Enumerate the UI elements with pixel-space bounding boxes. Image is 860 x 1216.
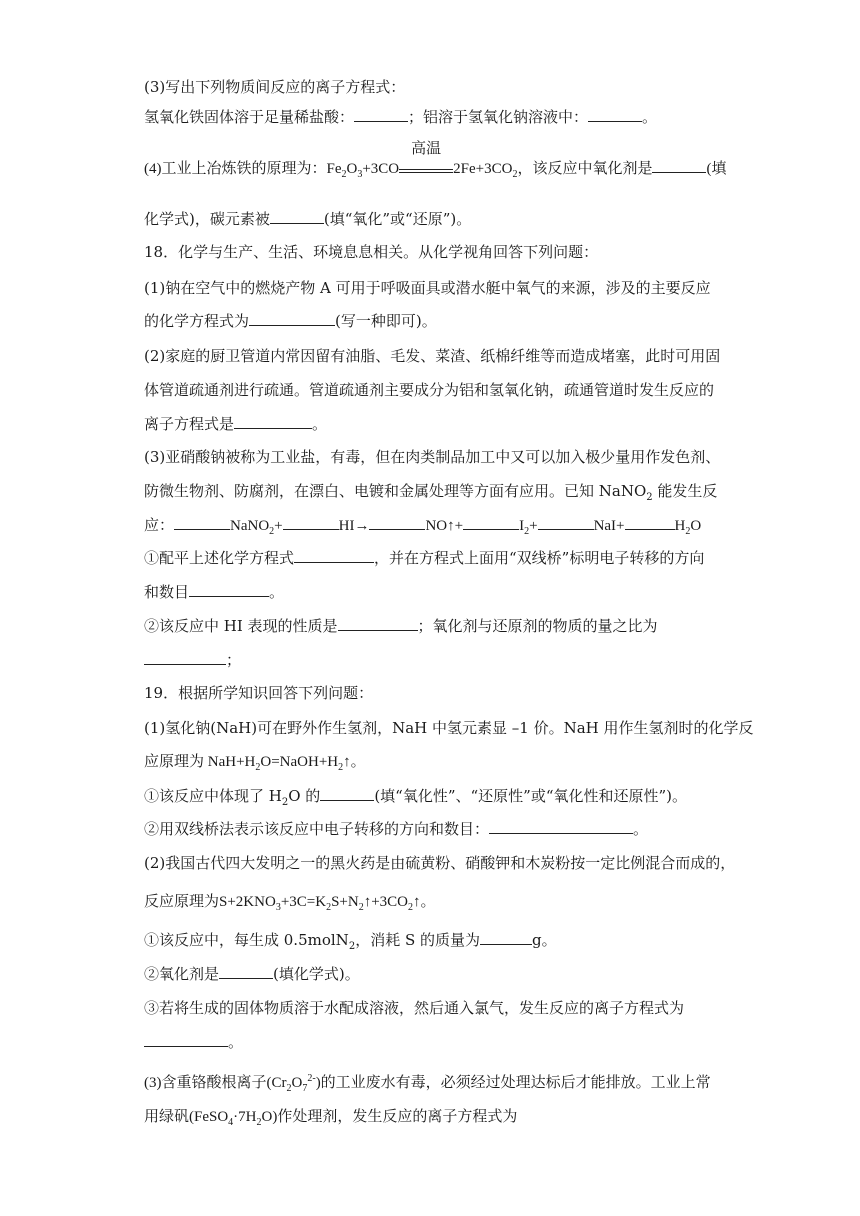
- answer-blank[interactable]: [480, 930, 532, 945]
- q17-4-text-cont: 化学式)，碳元素被 (填“氧化”或“还原”)。: [144, 210, 472, 228]
- answer-blank[interactable]: [249, 311, 335, 326]
- q19-2-sub2: ②氧化剂是 (填化学式)。: [144, 965, 360, 983]
- q18-3-sub2-cont: ；: [144, 650, 241, 670]
- answer-blank[interactable]: [189, 582, 269, 597]
- coefficient-blank[interactable]: [463, 515, 519, 530]
- q18-heading: 18．化学与生产、生活、环境息息相关。从化学视角回答下列问题：: [144, 243, 599, 261]
- q18-1-text-cont: 的化学方程式为 (写一种即可)。: [144, 312, 437, 330]
- q17-3-text: 氢氧化铁固体溶于足量稀盐酸： ；铝溶于氢氧化钠溶液中： 。: [144, 108, 658, 126]
- q19-3-text-cont: 用绿矾$(FeSO_4\cdot 7H_2O)$作处理剂，发生反应的离子方程式为: [144, 1109, 518, 1128]
- q19-2-text: (2)我国古代四大发明之一的黑火药是由硫黄粉、硝酸钾和木炭粉按一定比例混合而成的，: [144, 854, 736, 872]
- q18-1-text: (1)钠在空气中的燃烧产物 A 可用于呼吸面具或潜水艇中氧气的来源，涉及的主要反应: [144, 279, 711, 297]
- q17-4-text: (4)工业上冶炼铁的原理为：$Fe_2O_3+3CO$ 高温 $2Fe+3CO_2$，该反应中氧化剂是 (填: [144, 141, 727, 180]
- q19-3-text: (3)含重铬酸根离子$(Cr_2O_7^{2-})$的工业废水有毒，必须经过处理达标后才能排放。工业上常: [144, 1073, 711, 1094]
- q19-2-sub3-cont: 。: [144, 1032, 243, 1052]
- answer-blank[interactable]: [270, 209, 324, 224]
- answer-blank[interactable]: [652, 158, 706, 173]
- q18-2-text-cont: 离子方程式是 。: [144, 415, 328, 433]
- coefficient-blank[interactable]: [369, 515, 425, 530]
- coefficient-blank[interactable]: [174, 515, 230, 530]
- q18-3-text: (3)亚硝酸钠被称为工业盐，有毒，但在肉类制品加工中又可以加入极少量用作发色剂、: [144, 448, 721, 466]
- answer-blank[interactable]: [354, 107, 408, 122]
- q18-3-sub1-cont: 和数目 。: [144, 583, 285, 601]
- q19-1-sub1: ①该反应中体现了 $H_2O$ 的 (填“氧化性”、“还原性”或“氧化性和还原性”)。: [144, 787, 688, 808]
- answer-blank[interactable]: [320, 786, 374, 801]
- q18-3-equation: 应： NaNO$_2$+ HI→ NO↑+ $I_2+ NaI+ H_2O$: [144, 515, 701, 536]
- answer-blank[interactable]: [219, 964, 273, 979]
- coefficient-blank[interactable]: [538, 515, 594, 530]
- q17-3-heading: (3)写出下列物质间反应的离子方程式：: [144, 78, 406, 96]
- coefficient-blank[interactable]: [283, 515, 339, 530]
- q19-heading: 19．根据所学知识回答下列问题：: [144, 684, 374, 702]
- q19-2-sub1: ①该反应中，每生成 0.5molN$_2$，消耗 S 的质量为 g。: [144, 931, 557, 952]
- answer-blank[interactable]: [294, 548, 374, 563]
- answer-blank[interactable]: [234, 414, 312, 429]
- reaction-condition: 高温: [399, 161, 453, 173]
- answer-blank[interactable]: [588, 107, 642, 122]
- answer-blank[interactable]: [144, 1032, 228, 1047]
- q18-3-sub1: ①配平上述化学方程式 ，并在方程式上面用“双线桥”标明电子转移的方向: [144, 549, 705, 567]
- q19-1-text-cont: 应原理为 $NaH+H_2O=NaOH+H_2↑$。: [144, 754, 366, 773]
- answer-blank[interactable]: [338, 616, 418, 631]
- q19-1-sub2: ②用双线桥法表示该反应中电子转移的方向和数目： 。: [144, 820, 649, 838]
- q18-3-text-cont: 防微生物剂、防腐剂，在漂白、电镀和金属处理等方面有应用。已知 NaNO$_2$ 能发生反: [144, 482, 718, 503]
- q18-2-text: (2)家庭的厨卫管道内常因留有油脂、毛发、菜渣、纸棉纤维等而造成堵塞，此时可用固: [144, 347, 721, 365]
- answer-blank[interactable]: [489, 819, 633, 834]
- coefficient-blank[interactable]: [625, 515, 675, 530]
- q19-2-equation: 反应原理为$S+2KNO_3+3C=K_2S+N_2↑+3CO_2↑$。: [144, 894, 436, 913]
- q19-1-text: (1)氢化钠(NaH)可在野外作生氢剂，NaH 中氢元素显 –1 价。NaH 用作生氢剂时的化学反: [144, 719, 754, 737]
- q18-3-sub2: ②该反应中 HI 表现的性质是 ；氧化剂与还原剂的物质的量之比为: [144, 617, 658, 635]
- q19-2-sub3: ③若将生成的固体物质溶于水配成溶液，然后通入氯气，发生反应的离子方程式为: [144, 999, 685, 1017]
- answer-blank[interactable]: [144, 650, 226, 665]
- q18-2-text-cont: 体管道疏通剂进行疏通。管道疏通剂主要成分为铝和氢氧化钠，疏通管道时发生反应的: [144, 381, 715, 399]
